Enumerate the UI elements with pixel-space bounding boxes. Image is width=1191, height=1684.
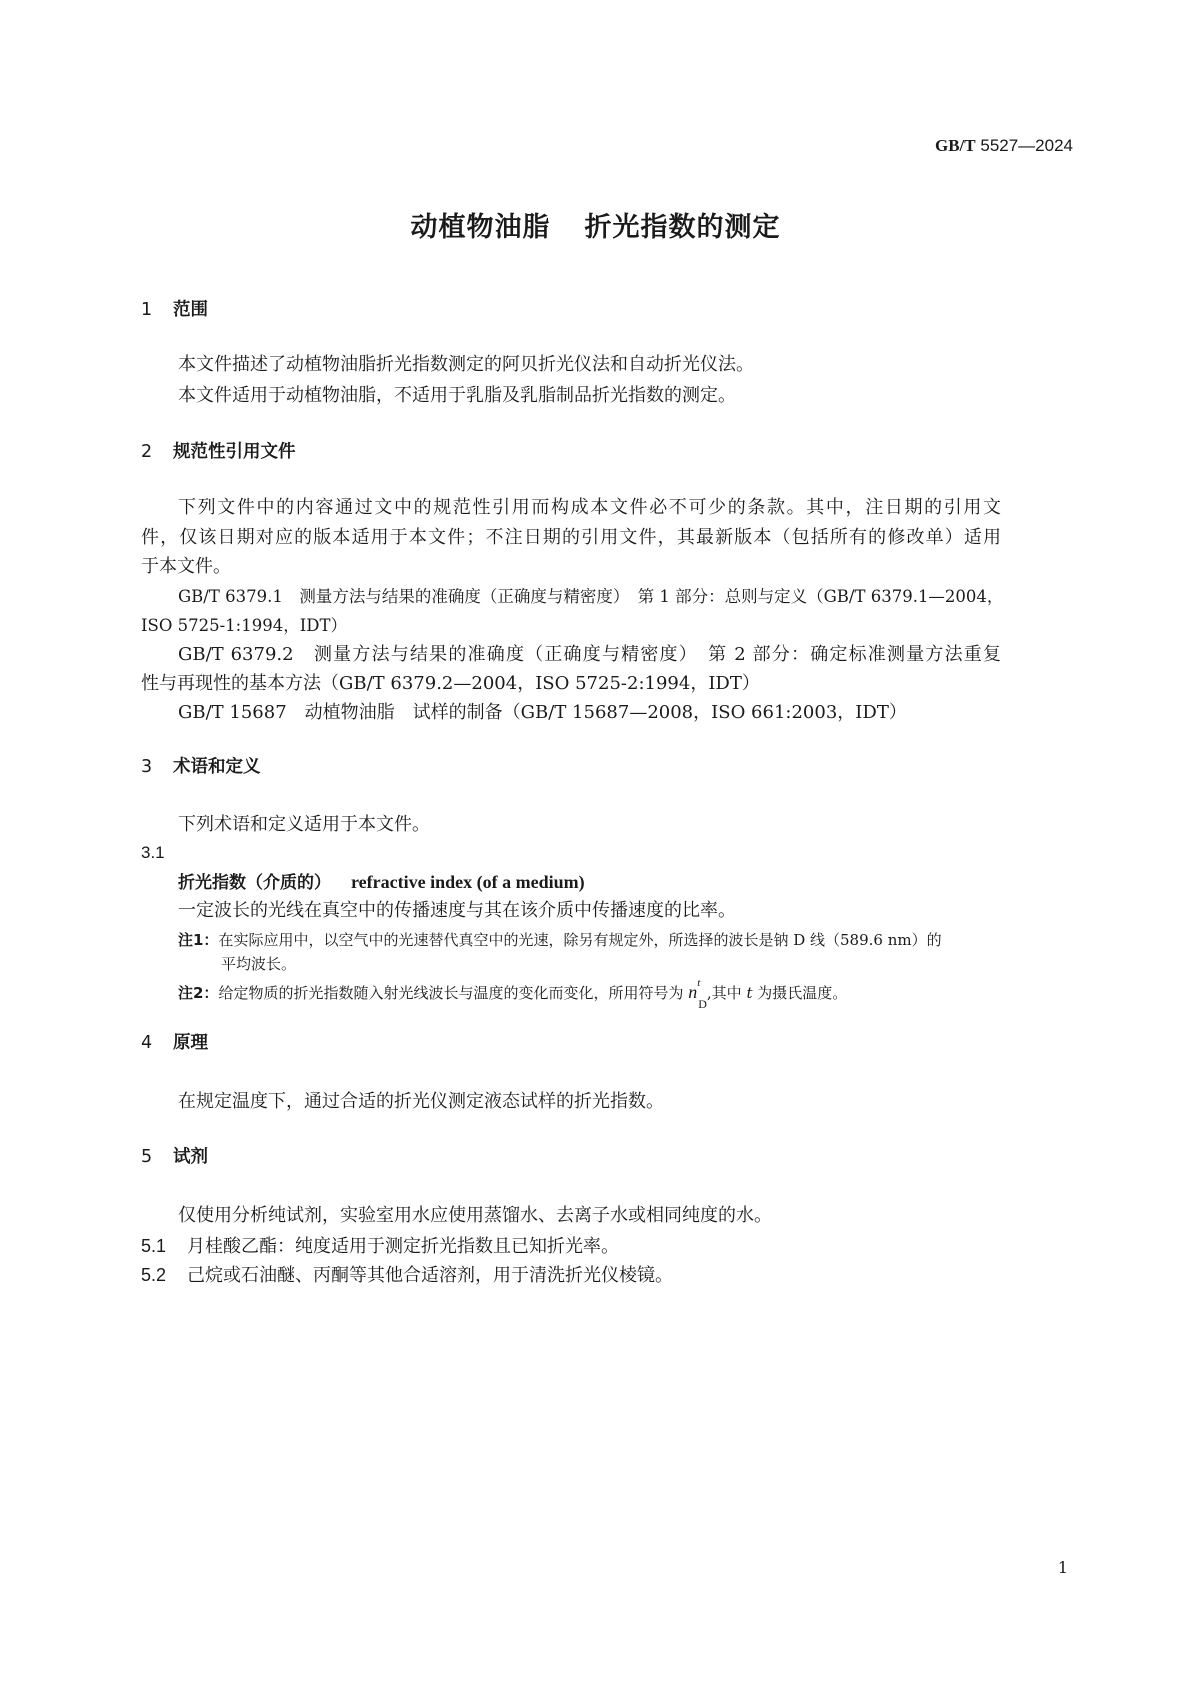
section-4-paragraph: 在规定温度下，通过合适的折光仪测定液态试样的折光指数。 [178, 1091, 664, 1112]
section-number: 4 [141, 1033, 153, 1053]
section-1-paragraph-2: 本文件适用于动植物油脂，不适用于乳脂及乳脂制品折光指数的测定。 [178, 385, 736, 406]
reference-1-line-1: GB/T 6379.1 测量方法与结果的准确度（正确度与精密度） 第 1 部分：总则与定义（GB/T 6379.1—2004， [178, 587, 1004, 606]
refractive-index-symbol: n t $_D$ [688, 977, 707, 1011]
note-2-text-c: 为摄氏温度。 [757, 984, 848, 1002]
note-2-text-b: ,其中 [706, 984, 742, 1002]
reference-2-line-1: GB/T 6379.2 测量方法与结果的准确度（正确度与精密度） 第 2 部分：确定标准测量方法重复 [178, 644, 1001, 665]
section-3-heading [141, 757, 261, 777]
reference-2-line-2: 性与再现性的基本方法（GB/T 6379.2—2004，ISO 5725-2:1994，IDT） [141, 673, 760, 694]
section-title: 规范性引用文件 [173, 442, 296, 462]
standard-code [935, 136, 1073, 156]
section-1-heading [141, 300, 208, 320]
note-1-continuation: 平均波长。 [221, 955, 297, 973]
note-1-label: 注1： [178, 931, 219, 949]
note-2-label: 注2： [178, 984, 219, 1002]
section-3-intro: 下列术语和定义适用于本文件。 [178, 814, 430, 835]
page-number: 1 [1057, 1558, 1068, 1577]
note-2-text-a: 给定物质的折光指数随入射光线波长与温度的变化而变化，所用符号为 [218, 984, 684, 1002]
term-number: 3.1 [141, 843, 165, 862]
note-2-temperature-symbol: t [746, 984, 753, 1002]
section-number: 5 [141, 1147, 153, 1167]
reagent-number: 5.1 [141, 1236, 167, 1256]
section-number: 3 [141, 757, 153, 777]
code-prefix: GB/T [935, 136, 976, 155]
section-title: 范围 [173, 300, 208, 320]
reagent-text: 己烷或石油醚、丙酮等其他合适溶剂，用于清洗折光仪棱镜。 [187, 1265, 673, 1286]
term-chinese: 折光指数（介质的） [178, 873, 331, 893]
reagent-number: 5.2 [141, 1265, 167, 1285]
section-2-heading [141, 442, 296, 462]
section-4-heading [141, 1033, 208, 1053]
reference-3: GB/T 15687 动植物油脂 试样的制备（GB/T 15687—2008，ISO 661:2003，IDT） [178, 702, 907, 723]
reagent-text: 月桂酸乙酯：纯度适用于测定折光指数且已知折光率。 [187, 1236, 619, 1257]
reference-1-line-2: ISO 5725-1:1994，IDT） [141, 616, 347, 635]
title-part2: 折光指数的测定 [584, 212, 781, 243]
term-heading [178, 872, 585, 893]
note-1-text: 在实际应用中，以空气中的光速替代真空中的光速，除另有规定外，所选择的波长是钠 D 线（589.6 nm）的 [218, 931, 942, 949]
document-title [0, 205, 1191, 244]
section-2-paragraph-line-2: 件，仅该日期对应的版本适用于本文件；不注日期的引用文件，其最新版本（包括所有的修改单）适用 [141, 527, 1001, 548]
reagent-5-2 [141, 1265, 673, 1286]
section-number: 2 [141, 442, 153, 462]
section-title: 试剂 [173, 1147, 208, 1167]
section-2-paragraph-line-1: 下列文件中的内容通过文中的规范性引用而构成本文件必不可少的条款。其中，注日期的引用文 [178, 497, 1001, 518]
section-5-heading [141, 1147, 208, 1167]
title-part1: 动植物油脂 [410, 212, 551, 243]
term-definition: 一定波长的光线在真空中的传播速度与其在该介质中传播速度的比率。 [178, 900, 736, 921]
section-1-paragraph-1: 本文件描述了动植物油脂折光指数测定的阿贝折光仪法和自动折光仪法。 [178, 354, 754, 375]
reagent-5-1 [141, 1236, 619, 1257]
term-english: refractive index (of a medium) [351, 872, 585, 892]
note-1 [178, 930, 942, 950]
section-title: 原理 [173, 1033, 208, 1053]
section-5-paragraph: 仅使用分析纯试剂，实验室用水应使用蒸馏水、去离子水或相同纯度的水。 [178, 1205, 772, 1226]
note-2 [178, 977, 848, 1011]
section-title: 术语和定义 [173, 757, 261, 777]
section-number: 1 [141, 300, 153, 320]
code-number: 5527—2024 [980, 136, 1073, 155]
section-2-paragraph-line-3: 于本文件。 [141, 556, 231, 577]
